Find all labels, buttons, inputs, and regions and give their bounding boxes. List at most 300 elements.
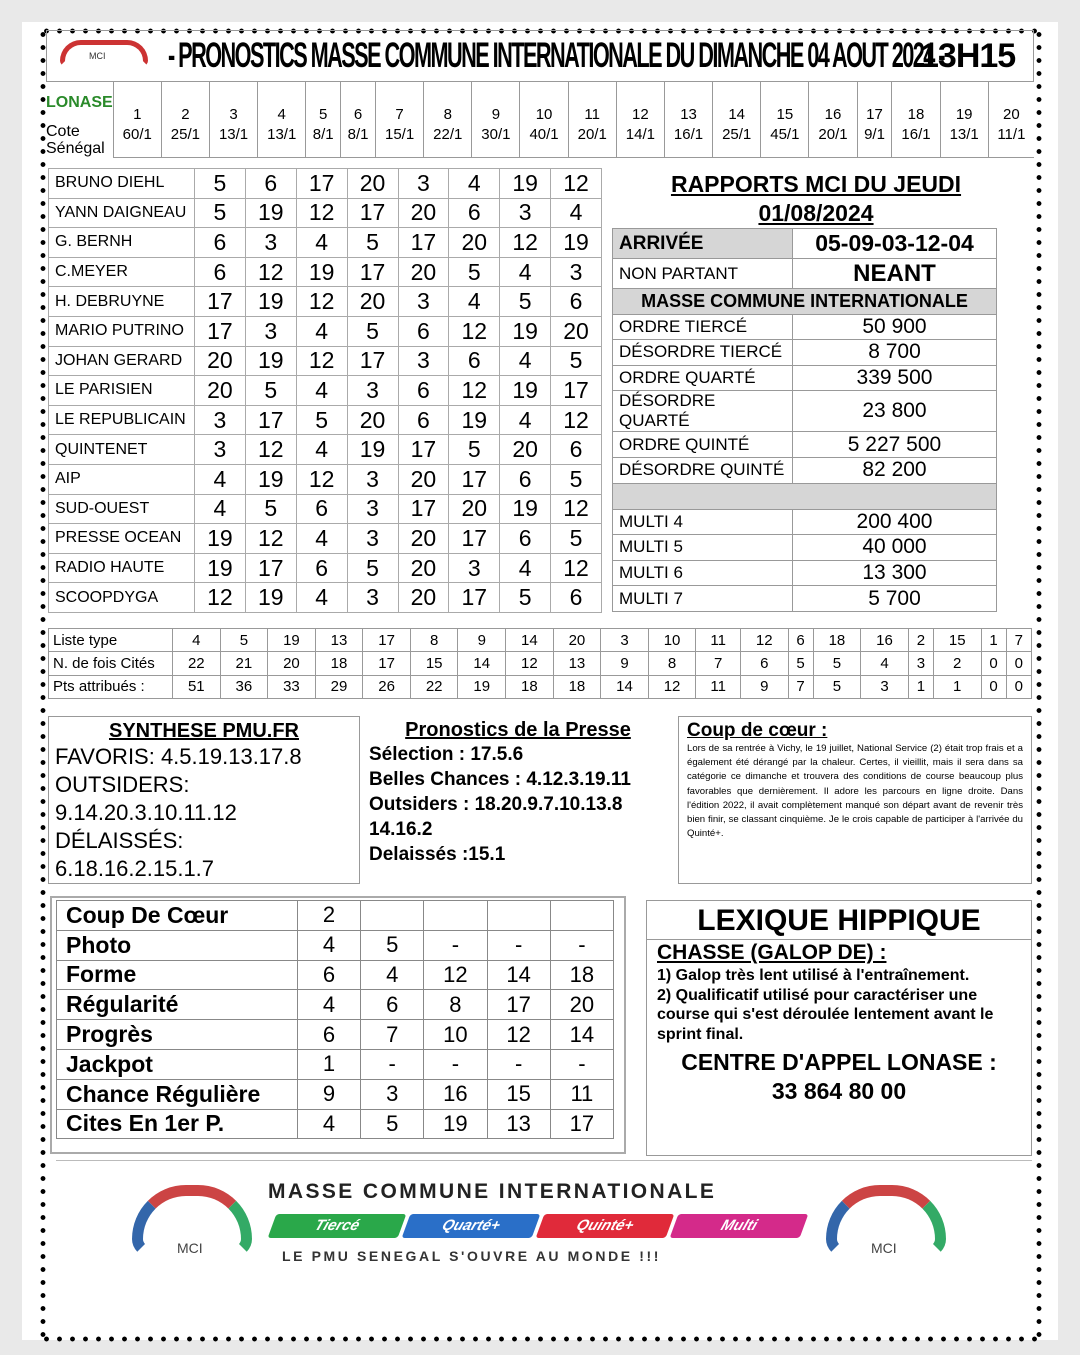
horse-odds: 13/1 (209, 123, 257, 157)
pick-cell: 6 (398, 316, 449, 346)
stat-row (57, 1079, 614, 1109)
pronostiqueur-name: LE PARISIEN (49, 376, 195, 406)
horse-odds: 20/1 (568, 123, 616, 157)
liste-cell: 5 (788, 652, 813, 675)
pick-cell: 4 (296, 316, 347, 346)
pick-cell: 3 (398, 287, 449, 317)
horse-number: 8 (424, 82, 472, 123)
pick-cell: 4 (500, 553, 551, 583)
stat-row (57, 1109, 614, 1139)
stat-cell: 15 (487, 1079, 550, 1109)
rapport-value: 8 700 (793, 340, 997, 366)
horse-number: 1 (113, 82, 161, 123)
liste-cell: 16 (861, 629, 909, 652)
stat-cell: - (487, 1049, 550, 1079)
liste-cell: 12 (740, 629, 788, 652)
liste-cell: 14 (458, 652, 506, 675)
horse-number: 7 (376, 82, 424, 123)
stat-cell: 9 (297, 1079, 360, 1109)
liste-cell: 36 (220, 675, 268, 698)
pronostic-row (49, 287, 602, 317)
pick-cell: 3 (347, 464, 398, 494)
liste-cell: 2 (933, 652, 981, 675)
pick-cell: 12 (551, 494, 602, 524)
pick-cell: 5 (296, 405, 347, 435)
liste-cell: 15 (933, 629, 981, 652)
pick-cell: 17 (245, 405, 296, 435)
pick-cell: 5 (551, 346, 602, 376)
rapport-label: DÉSORDRE TIERCÉ (613, 340, 793, 366)
stat-label: Régularité (57, 990, 298, 1020)
rapport-label: ORDRE QUINTÉ (613, 432, 793, 458)
cote-table (46, 82, 1034, 158)
stat-cell (487, 901, 550, 931)
pick-cell: 20 (347, 287, 398, 317)
dotted-border-left (40, 28, 46, 1338)
stat-cell: 12 (424, 960, 487, 990)
liste-cell: 1 (981, 629, 1006, 652)
lexique-panel (646, 900, 1032, 1156)
horse-odds: 16/1 (664, 123, 712, 157)
pick-cell: 5 (245, 494, 296, 524)
pick-cell: 3 (449, 553, 500, 583)
synthese-title: SYNTHESE PMU.FR (108, 720, 300, 742)
liste-cell: 20 (268, 652, 316, 675)
liste-cell: 13 (553, 652, 601, 675)
pick-cell: 6 (398, 405, 449, 435)
stat-cell: 3 (361, 1079, 424, 1109)
liste-cell: 17 (363, 629, 411, 652)
pick-cell: 4 (296, 228, 347, 258)
presse-title: Pronostics de la Presse (405, 719, 631, 741)
pick-cell: 3 (245, 228, 296, 258)
rapport-row (613, 391, 997, 432)
pick-cell: 17 (347, 198, 398, 228)
liste-cell: 2 (908, 629, 933, 652)
liste-cell: 8 (648, 652, 696, 675)
horse-odds: 22/1 (424, 123, 472, 157)
liste-cell: 11 (696, 675, 741, 698)
liste-cell: 4 (861, 652, 909, 675)
liste-cell: 9 (740, 675, 788, 698)
pick-cell: 6 (296, 553, 347, 583)
rapports-table (612, 228, 997, 612)
pick-cell: 20 (449, 494, 500, 524)
horse-odds: 8/1 (341, 123, 376, 157)
footer-title: MASSE COMMUNE INTERNATIONALE (268, 1180, 717, 1203)
stat-cell: 20 (550, 990, 613, 1020)
stat-cell: 16 (424, 1079, 487, 1109)
synthese-outsiders: 9.14.20.3.10.11.12 (55, 800, 237, 825)
liste-cell: 3 (601, 629, 649, 652)
pick-cell: 17 (195, 316, 246, 346)
horse-odds: 15/1 (376, 123, 424, 157)
liste-label: Pts attribués : (49, 675, 173, 698)
liste-cell: 8 (410, 629, 458, 652)
pick-cell: 5 (347, 553, 398, 583)
stat-label: Jackpot (57, 1049, 298, 1079)
synthese-delaisses-label: DÉLAISSÉS: (55, 828, 184, 853)
pronostiqueur-name: H. DEBRUYNE (49, 287, 195, 317)
pick-cell: 4 (296, 583, 347, 613)
rapport-value: 23 800 (793, 391, 997, 432)
multi-row (613, 586, 997, 612)
stat-cell: 12 (487, 1020, 550, 1050)
pick-cell: 3 (195, 405, 246, 435)
pick-cell: 4 (195, 494, 246, 524)
horse-number: 17 (857, 82, 892, 123)
stat-cell: 14 (487, 960, 550, 990)
pronostic-row (49, 169, 602, 199)
pick-cell: 19 (500, 494, 551, 524)
stat-row (57, 1049, 614, 1079)
horse-number: 13 (664, 82, 712, 123)
liste-cell: 0 (981, 652, 1006, 675)
pick-cell: 12 (551, 169, 602, 199)
liste-cell: 6 (740, 652, 788, 675)
presse-belles: Belles Chances : 4.12.3.19.11 (369, 769, 631, 790)
rapport-row (613, 314, 997, 340)
liste-cell: 9 (601, 652, 649, 675)
horse-number: 14 (713, 82, 761, 123)
pick-cell: 3 (398, 169, 449, 199)
stat-cell: 18 (550, 960, 613, 990)
liste-cell: 19 (458, 675, 506, 698)
liste-cell: 6 (788, 629, 813, 652)
pick-cell: 20 (500, 435, 551, 465)
pick-cell: 6 (195, 257, 246, 287)
call-center-number: 33 864 80 00 (771, 1078, 907, 1104)
pick-cell: 5 (551, 464, 602, 494)
pronostiqueur-name: MARIO PUTRINO (49, 316, 195, 346)
pick-cell: 17 (398, 228, 449, 258)
pronostiqueur-name: JOHAN GERARD (49, 346, 195, 376)
liste-cell: 14 (601, 675, 649, 698)
stat-cell: 17 (487, 990, 550, 1020)
pick-cell: 5 (347, 316, 398, 346)
stats-table (56, 900, 614, 1139)
horse-odds: 20/1 (809, 123, 857, 157)
rapports-section: MASSE COMMUNE INTERNATIONALE (613, 289, 997, 315)
pick-cell: 3 (500, 198, 551, 228)
pick-cell: 20 (398, 583, 449, 613)
multi-value: 40 000 (793, 535, 997, 561)
pick-cell: 3 (245, 316, 296, 346)
pick-cell: 20 (347, 405, 398, 435)
liste-cell: 5 (813, 675, 861, 698)
rapport-row (613, 340, 997, 366)
stat-cell: - (424, 1049, 487, 1079)
horse-number: 5 (306, 82, 341, 123)
arrivee-value: 05-09-03-12-04 (793, 229, 997, 259)
stat-cell: 7 (361, 1020, 424, 1050)
cote-label: Cote Sénégal (46, 123, 105, 157)
pick-cell: 4 (449, 287, 500, 317)
pick-cell: 19 (195, 553, 246, 583)
presse-outsiders: Outsiders : 18.20.9.7.10.13.8 (369, 794, 623, 815)
pick-cell: 5 (245, 376, 296, 406)
pronostic-row (49, 405, 602, 435)
pick-cell: 5 (449, 435, 500, 465)
pick-cell: 20 (449, 228, 500, 258)
horse-number: 6 (341, 82, 376, 123)
pick-cell: 17 (347, 257, 398, 287)
pick-cell: 5 (449, 257, 500, 287)
liste-cell: 15 (410, 652, 458, 675)
pick-cell: 19 (449, 405, 500, 435)
liste-cell: 0 (1006, 652, 1031, 675)
liste-cell: 17 (363, 652, 411, 675)
liste-cell: 9 (458, 629, 506, 652)
rapport-value: 82 200 (793, 457, 997, 483)
stat-cell (550, 901, 613, 931)
pick-cell: 20 (398, 198, 449, 228)
stat-cell: - (550, 930, 613, 960)
multi-value: 200 400 (793, 509, 997, 535)
pronostic-row (49, 524, 602, 554)
horse-number: 18 (892, 82, 940, 123)
horse-odds: 40/1 (520, 123, 568, 157)
lexique-def1: 1) Galop très lent utilisé à l'entraînement. (657, 967, 970, 984)
pick-cell: 12 (296, 346, 347, 376)
horse-number: 11 (568, 82, 616, 123)
non-partant-label: NON PARTANT (613, 259, 793, 289)
horse-number: 20 (988, 82, 1034, 123)
pick-cell: 12 (245, 257, 296, 287)
rapport-label: ORDRE TIERCÉ (613, 314, 793, 340)
rapport-row (613, 432, 997, 458)
horse-odds: 25/1 (713, 123, 761, 157)
liste-cell: 29 (315, 675, 363, 698)
horse-number: 2 (161, 82, 209, 123)
multi-label: MULTI 7 (613, 586, 793, 612)
rapport-label: DÉSORDRE QUARTÉ (613, 391, 793, 432)
multi-value: 13 300 (793, 560, 997, 586)
pick-cell: 20 (195, 376, 246, 406)
pronostic-row (49, 583, 602, 613)
pick-cell: 19 (551, 228, 602, 258)
pronostiqueur-name: YANN DAIGNEAU (49, 198, 195, 228)
stat-cell: 2 (297, 901, 360, 931)
liste-label: N. de fois Cités (49, 652, 173, 675)
presse-selection: Sélection : 17.5.6 (369, 744, 524, 765)
liste-cell: 18 (813, 629, 861, 652)
pick-cell: 4 (500, 405, 551, 435)
pick-cell: 12 (195, 583, 246, 613)
liste-cell: 4 (173, 629, 221, 652)
horse-odds: 60/1 (113, 123, 161, 157)
pick-cell: 3 (195, 435, 246, 465)
pronostics-table (48, 168, 602, 613)
stat-cell: 19 (424, 1109, 487, 1139)
stat-cell: - (550, 1049, 613, 1079)
synthese-favoris: FAVORIS: 4.5.19.13.17.8 (55, 744, 302, 769)
pick-cell: 12 (449, 376, 500, 406)
pick-cell: 6 (500, 524, 551, 554)
liste-cell: 19 (268, 629, 316, 652)
pick-cell: 19 (347, 435, 398, 465)
rapport-separator (613, 483, 997, 509)
pick-cell: 17 (398, 494, 449, 524)
liste-cell: 12 (648, 675, 696, 698)
stat-cell: - (424, 930, 487, 960)
presse-delaisses: Delaissés :15.1 (369, 844, 506, 865)
race-time: 13H15 (920, 37, 1016, 75)
pronostiqueur-name: SUD-OUEST (49, 494, 195, 524)
bet-type-pill: Quarté+ (402, 1214, 541, 1238)
pick-cell: 4 (500, 257, 551, 287)
pick-cell: 4 (551, 198, 602, 228)
rapport-label: DÉSORDRE QUINTÉ (613, 457, 793, 483)
liste-cell: 22 (410, 675, 458, 698)
stat-label: Progrès (57, 1020, 298, 1050)
pronostic-row (49, 553, 602, 583)
pick-cell: 5 (500, 287, 551, 317)
bet-type-pill: Tiercé (268, 1214, 407, 1238)
bet-type-pill: Multi (670, 1214, 809, 1238)
stat-label: Forme (57, 960, 298, 990)
stat-cell: 4 (297, 1109, 360, 1139)
pick-cell: 17 (449, 583, 500, 613)
liste-cell: 33 (268, 675, 316, 698)
stat-row (57, 990, 614, 1020)
liste-cell: 0 (981, 675, 1006, 698)
pronostic-row (49, 198, 602, 228)
pronostic-row (49, 228, 602, 258)
liste-cell: 7 (1006, 629, 1031, 652)
pick-cell: 3 (347, 583, 398, 613)
horse-number: 9 (472, 82, 520, 123)
pick-cell: 3 (398, 346, 449, 376)
pronostiqueur-name: BRUNO DIEHL (49, 169, 195, 199)
pick-cell: 5 (195, 169, 246, 199)
horse-number: 12 (616, 82, 664, 123)
horse-number: 3 (209, 82, 257, 123)
pick-cell: 20 (398, 524, 449, 554)
stat-row (57, 901, 614, 931)
pick-cell: 5 (347, 228, 398, 258)
stat-cell: 6 (361, 990, 424, 1020)
liste-cell: 22 (173, 652, 221, 675)
stat-label: Coup De Cœur (57, 901, 298, 931)
stat-cell: 4 (297, 930, 360, 960)
pronostic-row (49, 464, 602, 494)
pick-cell: 5 (195, 198, 246, 228)
pick-cell: 19 (245, 198, 296, 228)
liste-cell: 5 (813, 652, 861, 675)
pick-cell: 19 (195, 524, 246, 554)
pick-cell: 12 (551, 553, 602, 583)
rapport-row (613, 457, 997, 483)
pronostiqueur-name: QUINTENET (49, 435, 195, 465)
horse-odds: 8/1 (306, 123, 341, 157)
pick-cell: 5 (551, 524, 602, 554)
stat-cell: 17 (550, 1109, 613, 1139)
pick-cell: 20 (551, 316, 602, 346)
pronostiqueur-name: C.MEYER (49, 257, 195, 287)
pronostic-row (49, 346, 602, 376)
pick-cell: 17 (449, 464, 500, 494)
stat-cell: 4 (361, 960, 424, 990)
pick-cell: 19 (500, 316, 551, 346)
horse-odds: 13/1 (258, 123, 306, 157)
pronostiqueur-name: RADIO HAUTE (49, 553, 195, 583)
stat-cell: 8 (424, 990, 487, 1020)
presse-outsiders2: 14.16.2 (369, 819, 433, 840)
stat-cell: 5 (361, 1109, 424, 1139)
stat-cell: 5 (361, 930, 424, 960)
rapport-label: ORDRE QUARTÉ (613, 365, 793, 391)
horse-number: 19 (940, 82, 988, 123)
stat-cell: 4 (297, 990, 360, 1020)
pronostiqueur-name: AIP (49, 464, 195, 494)
pick-cell: 12 (296, 287, 347, 317)
liste-type-table (48, 628, 1032, 699)
liste-cell: 7 (696, 652, 741, 675)
pronostic-row (49, 376, 602, 406)
pick-cell: 12 (245, 524, 296, 554)
multi-row (613, 560, 997, 586)
mci-logo-icon: MCI (60, 40, 148, 66)
stat-cell: 1 (297, 1049, 360, 1079)
liste-cell: 18 (315, 652, 363, 675)
multi-label: MULTI 6 (613, 560, 793, 586)
pick-cell: 17 (245, 553, 296, 583)
lexique-title: LEXIQUE HIPPIQUE (647, 903, 1031, 940)
mci-horseshoe-right-icon: MCI (826, 1185, 946, 1257)
horse-number: 15 (761, 82, 809, 123)
multi-label: MULTI 5 (613, 535, 793, 561)
horse-odds: 45/1 (761, 123, 809, 157)
stat-row (57, 960, 614, 990)
rapports-title (612, 170, 1020, 228)
pick-cell: 20 (195, 346, 246, 376)
horse-number: 4 (258, 82, 306, 123)
horse-odds: 11/1 (988, 123, 1034, 157)
pronostic-row (49, 435, 602, 465)
liste-cell: 51 (173, 675, 221, 698)
stat-cell: - (487, 930, 550, 960)
liste-cell: 12 (506, 652, 554, 675)
pick-cell: 4 (500, 346, 551, 376)
pronostic-row (49, 494, 602, 524)
liste-row-type (49, 629, 1032, 652)
synthese-delaisses: 6.18.16.2.15.1.7 (55, 856, 215, 881)
pick-cell: 6 (245, 169, 296, 199)
stat-cell (361, 901, 424, 931)
coup-de-coeur-title: Coup de cœur : (687, 720, 828, 741)
pick-cell: 17 (347, 346, 398, 376)
page-title: - PRONOSTICS MASSE COMMUNE INTERNATIONALE DU DIMANCHE 04 AOUT 2024 - (168, 36, 944, 75)
liste-cell: 20 (553, 629, 601, 652)
liste-cell: 14 (506, 629, 554, 652)
pick-cell: 19 (245, 346, 296, 376)
rapport-value: 5 227 500 (793, 432, 997, 458)
stat-row (57, 1020, 614, 1050)
pronostic-row (49, 316, 602, 346)
pick-cell: 6 (551, 287, 602, 317)
stat-cell: 10 (424, 1020, 487, 1050)
pick-cell: 17 (398, 435, 449, 465)
dotted-border-right (1036, 28, 1042, 1338)
liste-cell: 18 (553, 675, 601, 698)
footer-slogan: LE PMU SENEGAL S'OUVRE AU MONDE !!! (282, 1248, 662, 1264)
pick-cell: 3 (347, 524, 398, 554)
coup-de-coeur-text: Lors de sa rentrée à Vichy, le 19 juillet, National Service (2) était trop frais et a également été dérangé par la chaleur. Certes, il vieillit, mais il sera dans sa catégorie ce dimanche et trouvera des conditions de course beaucoup plus favorables que dernièrement. Il adore les parcours en ligne droite. Dans l'édition 2022, il avait complètement manqué son départ avant de revenir très bien finir, se classant cinquième. Je le crois capable de participer à l'arrivée du Quinté+. (687, 743, 1023, 840)
pick-cell: 20 (398, 257, 449, 287)
liste-cell: 10 (648, 629, 696, 652)
pick-cell: 19 (245, 583, 296, 613)
